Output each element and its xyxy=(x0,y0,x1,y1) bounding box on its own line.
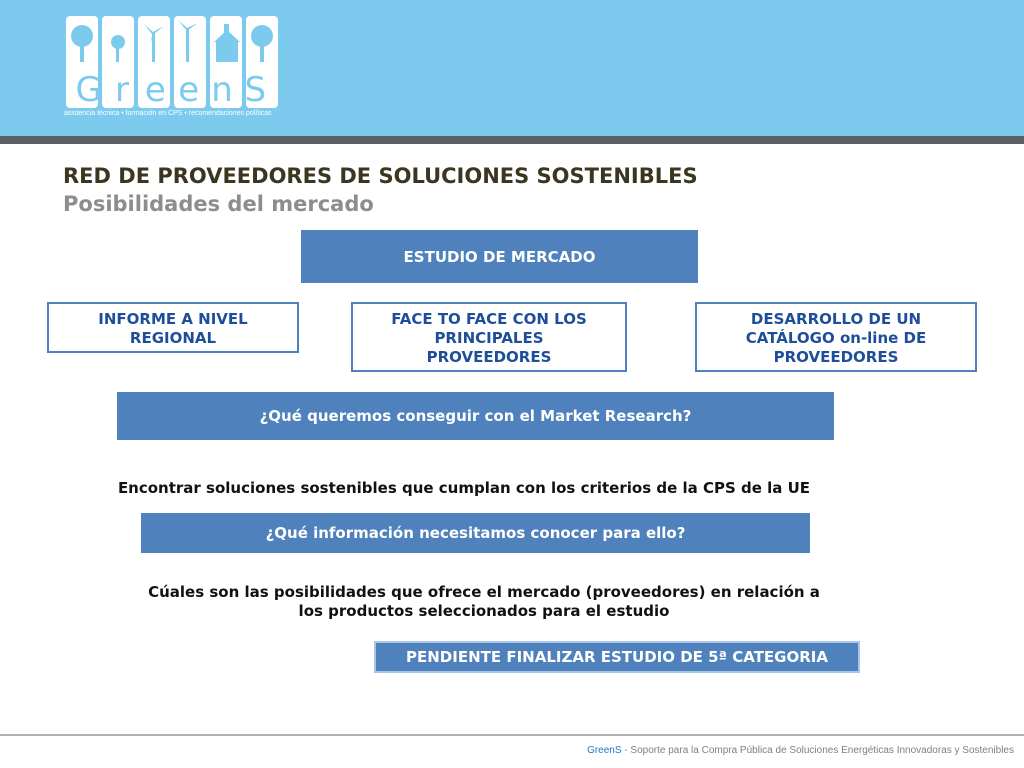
branch-box-online-catalog xyxy=(695,302,977,372)
pending-status-box xyxy=(374,641,860,673)
answer-info-line: Cúales son las posibilidades que ofrece el mercado (proveedores) en relación a xyxy=(148,583,820,601)
question-goal-box xyxy=(117,392,834,440)
market-study-box xyxy=(301,230,698,283)
greens-logo xyxy=(64,14,280,122)
page-title: RED DE PROVEEDORES DE SOLUCIONES SOSTENIBLES xyxy=(63,164,698,188)
footer-brand: GreenS xyxy=(587,745,622,756)
question-info-box xyxy=(141,513,810,553)
branch-line: PRINCIPALES xyxy=(434,329,544,347)
question-goal-text: ¿Qué queremos conseguir con el Market Research? xyxy=(259,407,692,425)
page-subtitle: Posibilidades del mercado xyxy=(63,192,374,216)
question-info-text: ¿Qué información necesitamos conocer para ello? xyxy=(265,524,686,542)
branch-line: REGIONAL xyxy=(129,329,217,347)
footer-divider xyxy=(0,734,1024,736)
footer xyxy=(587,745,1014,756)
pending-status-text: PENDIENTE FINALIZAR ESTUDIO DE 5ª CATEGORIA xyxy=(406,648,828,666)
logo-tagline: asistencia técnica • formación en CPS • recomendaciones políticas xyxy=(64,110,272,117)
branch-box-face-to-face xyxy=(351,302,627,372)
logo-letter: e xyxy=(144,70,166,110)
logo-letter: r xyxy=(115,70,129,110)
answer-info-text xyxy=(0,583,968,621)
branch-line: CATÁLOGO on-line DE xyxy=(745,329,927,347)
branch-line: DESARROLLO DE UN xyxy=(750,310,922,328)
logo-wordmark xyxy=(66,66,278,114)
header-divider xyxy=(0,136,1024,144)
footer-description: - Soporte para la Compra Pública de Soluciones Energéticas Innovadoras y Sostenibles xyxy=(621,745,1014,756)
answer-goal-text: Encontrar soluciones sostenibles que cumplan con los criterios de la CPS de la UE xyxy=(117,479,811,497)
logo-letter: G xyxy=(75,70,102,110)
logo-letter: e xyxy=(178,70,200,110)
branch-line: PROVEEDORES xyxy=(426,348,552,366)
logo-letter: S xyxy=(244,70,267,110)
answer-info-line: los productos seleccionados para el estudio xyxy=(298,602,670,620)
branch-line: FACE TO FACE CON LOS xyxy=(391,310,587,328)
branch-line: PROVEEDORES xyxy=(773,348,899,366)
logo-letter: n xyxy=(211,70,233,110)
market-study-label: ESTUDIO DE MERCADO xyxy=(403,247,596,266)
branch-line: INFORME A NIVEL xyxy=(98,310,248,328)
branch-box-regional-report xyxy=(47,302,299,353)
